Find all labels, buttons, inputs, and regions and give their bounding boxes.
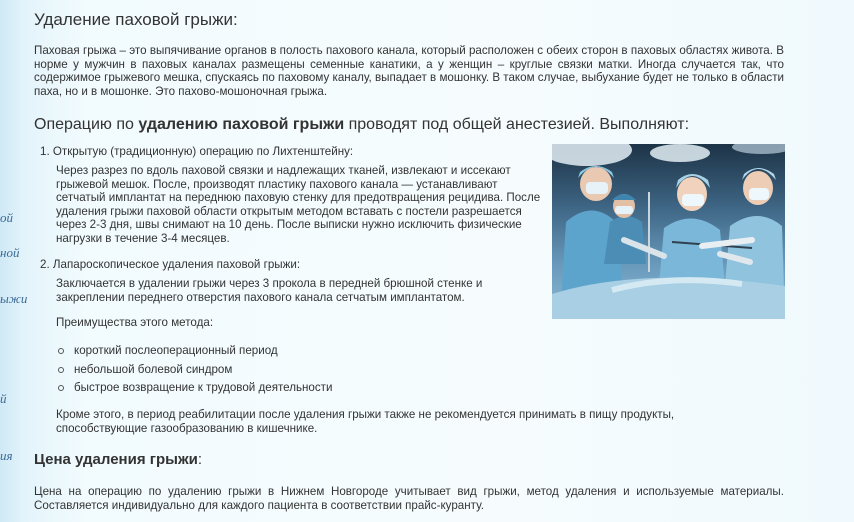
- price-heading: [34, 451, 202, 468]
- sidebar-link-fragment[interactable]: ыжи: [0, 291, 28, 306]
- surgery-photo: [552, 144, 785, 319]
- method-1-title: [40, 145, 353, 158]
- list-item: короткий послеоперационный период: [56, 344, 332, 363]
- price-heading-suffix: :: [197, 451, 203, 468]
- method-2-description: Заключается в удалении грыжи через 3 прокола в передней брюшной стенке и закреплении переднего отверстия пахового канала сетчатым имплантатом.: [56, 277, 483, 304]
- rehab-note: Кроме этого, в период реабилитации после удаления грыжи также не рекомендуется принимать в пищу продукты, способствующие газообразованию в кишечнике.: [56, 408, 675, 435]
- sidebar-link-fragment[interactable]: ой: [0, 210, 13, 225]
- list-item: быстрое возвращение к трудовой деятельности: [56, 381, 332, 400]
- method-title: Лапароскопическое удаления паховой грыжи:: [52, 258, 301, 271]
- intro-paragraph: Паховая грыжа – это выпячивание органов в полость пахового канала, который расположен с обеих сторон в паховых областях живота. В норме у мужчин в паховых каналах размещены семенные канатики, а у женщин – круглые связки матки. Иногда случается так, что содержимое грыжевого мешка, спускаясь по паховому каналу, выпадает в мошонку. В таком случае, выбухание будет не только в области паха, но и в мошонке. Это пахово-мошоночная грыжа.: [34, 44, 784, 98]
- method-2-title: [40, 258, 300, 271]
- list-number: 1.: [40, 145, 50, 158]
- sidebar-link-fragment[interactable]: ной: [0, 245, 20, 260]
- operation-heading-bold: удалению паховой грыжи: [138, 116, 345, 133]
- price-heading-bold: Цена удаления грыжи: [34, 451, 198, 468]
- operation-heading-prefix: Операцию по: [34, 116, 139, 133]
- operation-heading-suffix: проводят под общей анестезией. Выполняют:: [344, 116, 690, 133]
- sidebar-nav-partial: [0, 0, 26, 522]
- page-title: Удаление паховой грыжи:: [34, 10, 238, 29]
- sidebar-link-fragment[interactable]: й: [0, 391, 7, 406]
- operation-heading: [34, 116, 689, 134]
- price-paragraph: Цена на операцию по удалению грыжи в Нижнем Новгороде учитывает вид грыжи, метод удаления и используемые материалы. Составляется индивидуально для каждого пациента в соответствии прайс-куранту.: [34, 485, 784, 512]
- method-1-description: Через разрез по вдоль паховой связки и надлежащих тканей, извлекают и иссекают грыжевой мешок. После, производят пластику пахового канала — устанавливают сетчатый имплантат на переднюю паховую стенку для предотвращения рецидива. После удаления грыжи паховой области открытым методом вставать с постели разрешается через 2-3 дня, швы снимают на 10 день. После выписки нужно исключить физические нагрузки в течение 3-4 месяцев.: [56, 164, 541, 245]
- method-title: Открытую (традиционную) операцию по Лихтенштейну:: [52, 145, 354, 158]
- advantages-list: [56, 344, 332, 400]
- sidebar-link-fragment[interactable]: ия: [0, 448, 13, 463]
- advantages-label: Преимущества этого метода:: [56, 316, 214, 329]
- list-item: небольшой болевой синдром: [56, 363, 332, 382]
- surgery-photo-illustration: [552, 144, 785, 319]
- list-number: 2.: [40, 258, 50, 271]
